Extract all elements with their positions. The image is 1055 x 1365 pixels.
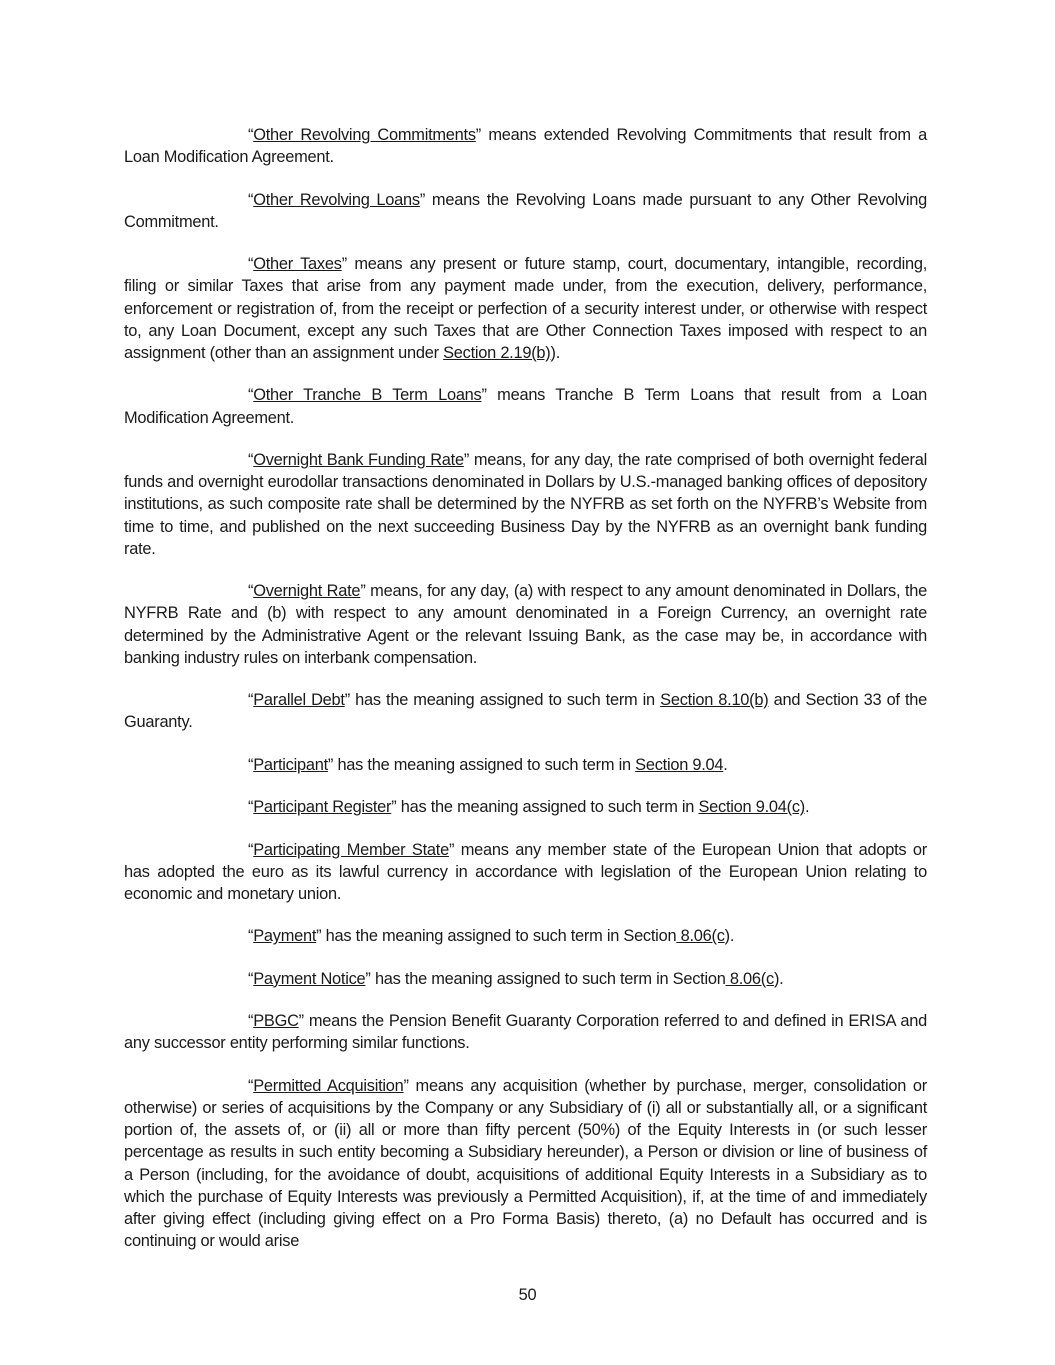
section-reference: Section 2.19(b) xyxy=(443,344,551,362)
defined-term: Other Tranche B Term Loans xyxy=(253,386,482,405)
definition-text: means the Pension Benefit Guaranty Corporation referred to and defined in ERISA and any successor entity performing similar functions. xyxy=(124,1012,927,1053)
defined-term: PBGC xyxy=(253,1012,299,1031)
definition-text: has the meaning assigned to such term in Section xyxy=(321,927,677,946)
definition-paragraph: “Participant Register” has the meaning assigned to such term in Section 9.04(c). xyxy=(248,798,810,817)
definition-paragraph: “Participant” has the meaning assigned to such term in Section 9.04. xyxy=(248,755,728,774)
document-body xyxy=(124,124,927,1273)
definition-tail: ). xyxy=(550,344,561,362)
defined-term: Overnight Bank Funding Rate xyxy=(253,450,464,469)
definition-text: means, for any day, (a) with respect to any amount denominated in Dollars, the NYFRB Rate and (b) with respect to any amount denominated in a Foreign Currency, an overnight rate determined by the Administrative Agent or the relevant Issuing Bank, as the case may be, in accordance with banking industry rules on interbank compensation. xyxy=(124,582,927,667)
definition-text: has the meaning assigned to such term in Section xyxy=(370,969,726,988)
definition-paragraph: “Overnight Bank Funding Rate” means, for any day, the rate comprised of both overnight federal funds and overnight eurodollar transactions denominated in Dollars by U.S.-managed banking offices of depository institutions, as such composite rate shall be determined by the NYFRB as set forth on the NYFRB’s Website from time to time, and published on the next succeeding Business Day by the NYFRB as an overnight bank funding rate. xyxy=(124,450,927,558)
definition-text: means, for any day, the rate comprised of both overnight federal funds and overnight eurodollar transactions denominated in Dollars by U.S.-managed banking offices of depository institutions, as such composite rate shall be determined by the NYFRB as set forth on the NYFRB’s Website from time to time, and published on the next succeeding Business Day by the NYFRB as an overnight bank funding rate. xyxy=(124,450,927,558)
section-reference: Section 8.10(b) xyxy=(660,691,769,710)
defined-term: Payment Notice xyxy=(253,969,366,988)
section-reference: 8.06(c xyxy=(676,927,725,946)
definition-paragraph: “Other Tranche B Term Loans” means Tranche B Term Loans that result from a Loan Modification Agreement. xyxy=(124,386,927,427)
defined-term: Other Revolving Loans xyxy=(253,190,420,209)
section-reference: Section 9.04(c) xyxy=(698,798,805,817)
definition-text: means any member state of the European Union that adopts or has adopted the euro as its lawful currency in accordance with legislation of the European Union relating to economic and monetary union. xyxy=(124,840,927,903)
page-number: 50 xyxy=(518,1286,537,1304)
definition-paragraph: “Participating Member State” means any member state of the European Union that adopts or has adopted the euro as its lawful currency in accordance with legislation of the European Union relating to economic and monetary union. xyxy=(124,840,927,903)
definition-paragraph: “Payment” has the meaning assigned to such term in Section 8.06(c). xyxy=(248,927,735,946)
defined-term: Payment xyxy=(253,927,317,946)
definition-text: means Tranche B Term Loans that result from a Loan Modification Agreement. xyxy=(124,386,927,427)
definition-tail: . xyxy=(723,755,728,774)
definition-paragraph: “Overnight Rate” means, for any day, (a) with respect to any amount denominated in Dollars, the NYFRB Rate and (b) with respect to any amount denominated in a Foreign Currency, an overnight rate determined by the Administrative Agent or the relevant Issuing Bank, as the case may be, in accordance with banking industry rules on interbank compensation. xyxy=(124,582,927,667)
section-reference: 8.06(c xyxy=(725,969,774,988)
definition-text: means any acquisition (whether by purchase, merger, consolidation or otherwise) or series of acquisitions by the Company or any Subsidiary of (i) all or substantially all, or a significant portion of, the assets of, or (ii) all or more than fifty percent (50%) of the Equity Interests in (or such lesser percentage as results in such entity becoming a Subsidiary hereunder), a Person or division or line of business of a Person (including, for the avoidance of doubt, acquisitions of additional Equity Interests in a Subsidiary as to which the purchase of Equity Interests was previously a Permitted Acquisition), if, at the time of and immediately after giving effect (including giving effect on a Pro Forma Basis) thereto, (a) no Default has occurred and is continuing or would arise xyxy=(124,1076,927,1251)
defined-term: Other Taxes xyxy=(253,255,342,274)
definition-paragraph: “Payment Notice” has the meaning assigned to such term in Section 8.06(c). xyxy=(248,969,784,988)
defined-term: Permitted Acquisition xyxy=(253,1076,404,1095)
definition-tail: ). xyxy=(773,969,784,988)
definition-text: has the meaning assigned to such term in xyxy=(396,798,699,817)
definition-paragraph: “Permitted Acquisition” means any acquisition (whether by purchase, merger, consolidation or otherwise) or series of acquisitions by the Company or any Subsidiary of (i) all or substantially all, or a significant portion of, the assets of, or (ii) all or more than fifty percent (50%) of the Equity Interests in (or such lesser percentage as results in such entity becoming a Subsidiary hereunder), a Person or division or line of business of a Person (including, for the avoidance of doubt, acquisitions of additional Equity Interests in a Subsidiary as to which the purchase of Equity Interests was previously a Permitted Acquisition), if, at the time of and immediately after giving effect (including giving effect on a Pro Forma Basis) thereto, (a) no Default has occurred and is continuing or would arise xyxy=(124,1076,927,1251)
defined-term: Overnight Rate xyxy=(253,582,361,601)
definition-paragraph: “Other Taxes” means any present or future stamp, court, documentary, intangible, recording, filing or similar Taxes that arise from any payment made under, from the execution, delivery, performance, enforcement or registration of, from the receipt or perfection of a security interest under, or otherwise with respect to, any Loan Document, except any such Taxes that are Other Connection Taxes imposed with respect to an assignment (other than an assignment under Section 2.19(b)). xyxy=(124,255,927,362)
definition-tail: . xyxy=(804,798,810,817)
definition-tail: and Section 33 of the Guaranty. xyxy=(124,691,927,732)
definition-paragraph: “Other Revolving Commitments” means extended Revolving Commitments that result from a Loan Modification Agreement. xyxy=(124,126,927,167)
definition-text: means the Revolving Loans made pursuant to any Other Revolving Commitment. xyxy=(124,190,928,231)
definition-paragraph: “PBGC” means the Pension Benefit Guaranty Corporation referred to and defined in ERISA and any successor entity performing similar functions. xyxy=(124,1012,927,1053)
definition-text: means any present or future stamp, court, documentary, intangible, recording, filing or similar Taxes that arise from any payment made under, from the execution, delivery, performance, enforcement or registration of, from the receipt or perfection of a security interest under, or otherwise with respect to, any Loan Document, except any such Taxes that are Other Connection Taxes imposed with respect to an assignment (other than an assignment under xyxy=(124,255,927,362)
defined-term: Participating Member State xyxy=(253,840,449,859)
defined-term: Participant Register xyxy=(253,798,392,817)
definition-paragraph: “Parallel Debt” has the meaning assigned to such term in Section 8.10(b) and Section 33 of the Guaranty. xyxy=(124,691,927,732)
definition-tail: ). xyxy=(724,927,735,946)
definition-text: means extended Revolving Commitments that result from a Loan Modification Agreement. xyxy=(124,126,927,167)
definition-text: has the meaning assigned to such term in xyxy=(349,691,661,710)
defined-term: Other Revolving Commitments xyxy=(253,126,476,144)
definition-paragraph: “Other Revolving Loans” means the Revolving Loans made pursuant to any Other Revolving Commitment. xyxy=(124,190,928,231)
section-reference: Section 9.04 xyxy=(635,755,724,774)
definition-text: has the meaning assigned to such term in xyxy=(333,755,636,774)
defined-term: Parallel Debt xyxy=(253,691,345,710)
defined-term: Participant xyxy=(253,755,328,774)
